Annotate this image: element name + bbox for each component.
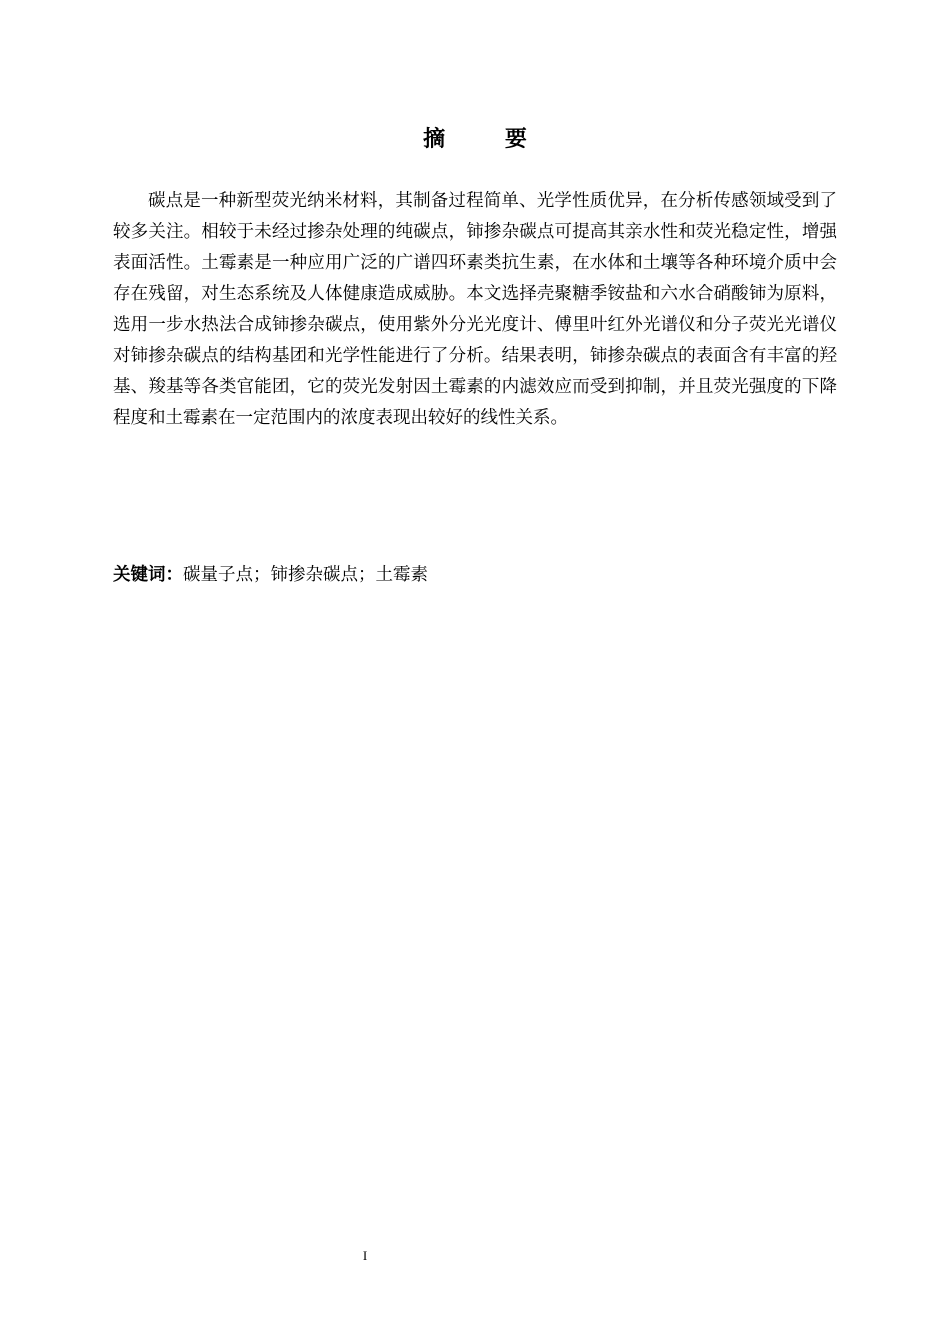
keywords-value: 碳量子点；铈掺杂碳点；土霉素 [183,565,428,585]
keywords-label: 关键词： [113,565,183,585]
abstract-paragraph: 碳点是一种新型荧光纳米材料，其制备过程简单、光学性质优异，在分析传感领域受到了较多关注。相较于未经过掺杂处理的纯碳点，铈掺杂碳点可提高其亲水性和荧光稳定性，增强表面活性。土霉素是一种应用广泛的广谱四环素类抗生素，在水体和土壤等各种环境介质中会存在残留，对生态系统及人体健康造成威胁。本文选择壳聚糖季铵盐和六水合硝酸铈为原料，选用一步水热法合成铈掺杂碳点，使用紫外分光光度计、傅里叶红外光谱仪和分子荧光光谱仪对铈掺杂碳点的结构基团和光学性能进行了分析。结果表明，铈掺杂碳点的表面含有丰富的羟基、羧基等各类官能团，它的荧光发射因土霉素的内滤效应而受到抑制，并且荧光强度的下降程度和土霉素在一定范围内的浓度表现出较好的线性关系。 [113,191,837,428]
page-number: I [362,1248,368,1263]
abstract-title: 摘 要 [423,127,553,152]
keywords-line [113,561,837,589]
